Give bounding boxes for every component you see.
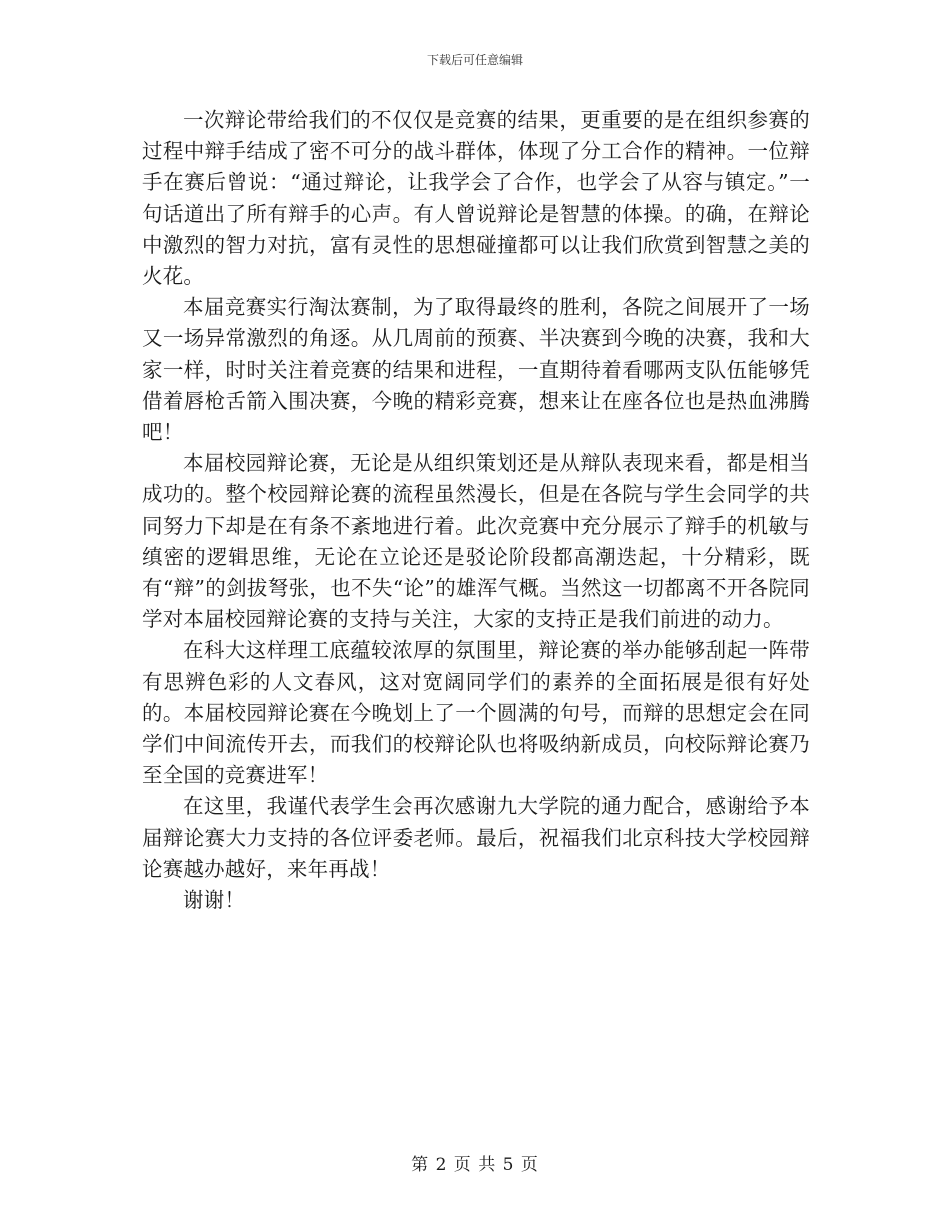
paragraph-4: 在科大这样理工底蕴较浓厚的氛围里，辩论赛的举办能够刮起一阵带有思辨色彩的人文春风，这对宽阔同学们的素养的全面拓展是很有好处的。本届校园辩论赛在今晚划上了一个圆满的句号，而辩的思想定会在同学们中间流传开去，而我们的校辩论队也将吸纳新成员，向校际辩论赛乃至全国的竞赛进军！ bbox=[142, 638, 810, 788]
paragraph-5: 在这里，我谨代表学生会再次感谢九大学院的通力配合，感谢给予本届辩论赛大力支持的各位评委老师。最后，祝福我们北京科技大学校园辩论赛越办越好，来年再战！ bbox=[142, 794, 810, 881]
paragraph-1: 一次辩论带给我们的不仅仅是竞赛的结果，更重要的是在组织参赛的过程中辩手结成了密不可分的战斗群体，体现了分工合作的精神。一位辩手在赛后曾说：“通过辩论，让我学会了合作，也学会了从容与镇定。”一句话道出了所有辩手的心声。有人曾说辩论是智慧的体操。的确，在辩论中激烈的智力对抗，富有灵性的思想碰撞都可以让我们欣赏到智慧之美的火花。 bbox=[142, 108, 810, 289]
paragraph-3: 本届校园辩论赛，无论是从组织策划还是从辩队表现来看，都是相当成功的。整个校园辩论赛的流程虽然漫长，但是在各院与学生会同学的共同努力下却是在有条不紊地进行着。此次竞赛中充分展示了辩手的机敏与缜密的逻辑思维，无论在立论还是驳论阶段都高潮迭起，十分精彩，既有“辩”的剑拔弩张，也不失“论”的雄浑气概。当然这一切都离不开各院同学对本届校园辩论赛的支持与关注，大家的支持正是我们前进的动力。 bbox=[142, 451, 810, 632]
page-header: 下载后可任意编辑 bbox=[426, 53, 523, 67]
document-body bbox=[142, 105, 810, 916]
paragraph-2: 本届竞赛实行淘汰赛制，为了取得最终的胜利，各院之间展开了一场又一场异常激烈的角逐。从几周前的预赛、半决赛到今晚的决赛，我和大家一样，时时关注着竞赛的结果和进程，一直期待着看哪两支队伍能够凭借着唇枪舌箭入围决赛，今晚的精彩竞赛，想来让在座各位也是热血沸腾吧！ bbox=[142, 295, 810, 445]
paragraph-6: 谢谢！ bbox=[183, 888, 246, 913]
page-number: 第 2 页 共 5 页 bbox=[411, 1155, 539, 1175]
